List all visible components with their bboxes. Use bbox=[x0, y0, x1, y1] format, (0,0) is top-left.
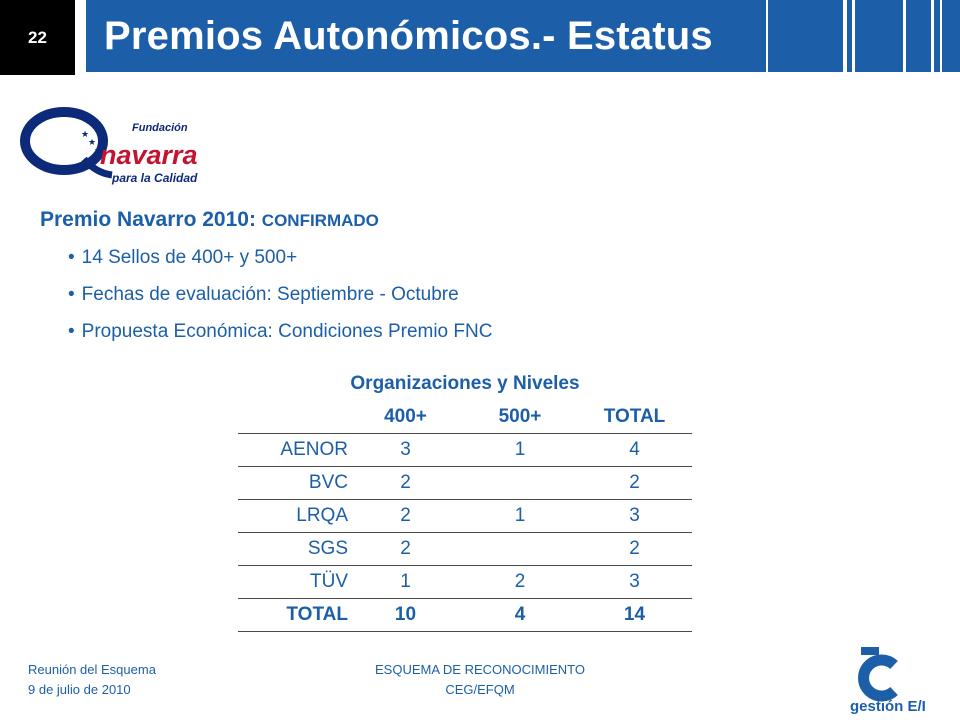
bullet-item: • 14 Sellos de 400+ y 500+ bbox=[68, 242, 492, 279]
footer-meeting-info bbox=[28, 660, 156, 700]
header-stripe bbox=[903, 0, 906, 72]
column-header bbox=[238, 401, 348, 434]
value-cell: 3 bbox=[577, 566, 692, 599]
table-row bbox=[238, 500, 692, 533]
premio-bullet-list bbox=[68, 242, 492, 353]
svg-text:Fundación: Fundación bbox=[132, 122, 188, 134]
svg-text:★: ★ bbox=[94, 146, 103, 156]
organizations-table bbox=[238, 401, 692, 632]
value-cell: 2 bbox=[348, 500, 463, 533]
total-value-cell: 10 bbox=[348, 599, 463, 632]
value-cell: 1 bbox=[463, 434, 577, 467]
header-stripe bbox=[766, 0, 768, 72]
total-value-cell: 4 bbox=[463, 599, 577, 632]
value-cell: 4 bbox=[577, 434, 692, 467]
bullet-item: • Propuesta Económica: Condiciones Premio FNC bbox=[68, 316, 492, 353]
gestion-ei-logo bbox=[848, 645, 952, 715]
footer-scheme-info bbox=[330, 660, 630, 700]
svg-text:para la Calidad: para la Calidad bbox=[112, 171, 198, 185]
value-cell: 2 bbox=[577, 533, 692, 566]
premio-status: CONFIRMADO bbox=[261, 211, 379, 230]
footer-scheme-org: CEG/EFQM bbox=[445, 682, 515, 697]
org-name-cell: TÜV bbox=[238, 566, 348, 599]
total-label-cell: TOTAL bbox=[238, 599, 348, 632]
header-stripe bbox=[940, 0, 942, 72]
org-name-cell: SGS bbox=[238, 533, 348, 566]
header-stripe bbox=[843, 0, 847, 72]
value-cell bbox=[463, 533, 577, 566]
org-name-cell: BVC bbox=[238, 467, 348, 500]
table-row bbox=[238, 434, 692, 467]
bullet-item: • Fechas de evaluación: Septiembre - Octubre bbox=[68, 279, 492, 316]
svg-text:gestión E/I: gestión E/I bbox=[850, 698, 926, 715]
value-cell: 1 bbox=[463, 500, 577, 533]
page-number: 22 bbox=[0, 0, 75, 75]
svg-text:navarra: navarra bbox=[100, 140, 198, 170]
footer-meeting-name: Reunión del Esquema bbox=[28, 662, 156, 677]
value-cell: 2 bbox=[577, 467, 692, 500]
value-cell: 2 bbox=[348, 467, 463, 500]
svg-text:★: ★ bbox=[81, 130, 90, 140]
org-name-cell: AENOR bbox=[238, 434, 348, 467]
header-stripe bbox=[852, 0, 855, 72]
footer-scheme-name: ESQUEMA DE RECONOCIMIENTO bbox=[375, 662, 585, 677]
table-row bbox=[238, 467, 692, 500]
table-total-row bbox=[238, 599, 692, 632]
value-cell: 1 bbox=[348, 566, 463, 599]
value-cell: 2 bbox=[348, 533, 463, 566]
org-name-cell: LRQA bbox=[238, 500, 348, 533]
table-row bbox=[238, 566, 692, 599]
table-header-row bbox=[238, 401, 692, 434]
header-stripe bbox=[931, 0, 934, 72]
slide-title: Premios Autonómicos.- Estatus bbox=[104, 14, 713, 58]
column-header: 500+ bbox=[498, 406, 542, 427]
footer-date: 9 de julio de 2010 bbox=[28, 682, 131, 697]
premio-name: Premio Navarro 2010: bbox=[40, 208, 256, 231]
value-cell bbox=[463, 467, 577, 500]
value-cell: 2 bbox=[463, 566, 577, 599]
column-header: 400+ bbox=[384, 406, 427, 427]
table-title: Organizaciones y Niveles bbox=[350, 373, 580, 394]
premio-heading bbox=[40, 208, 379, 232]
svg-text:★: ★ bbox=[88, 138, 97, 148]
column-header: TOTAL bbox=[603, 406, 666, 427]
value-cell: 3 bbox=[348, 434, 463, 467]
fundacion-navarra-logo bbox=[20, 101, 202, 191]
table-row bbox=[238, 533, 692, 566]
total-value-cell: 14 bbox=[577, 599, 692, 632]
value-cell: 3 bbox=[577, 500, 692, 533]
